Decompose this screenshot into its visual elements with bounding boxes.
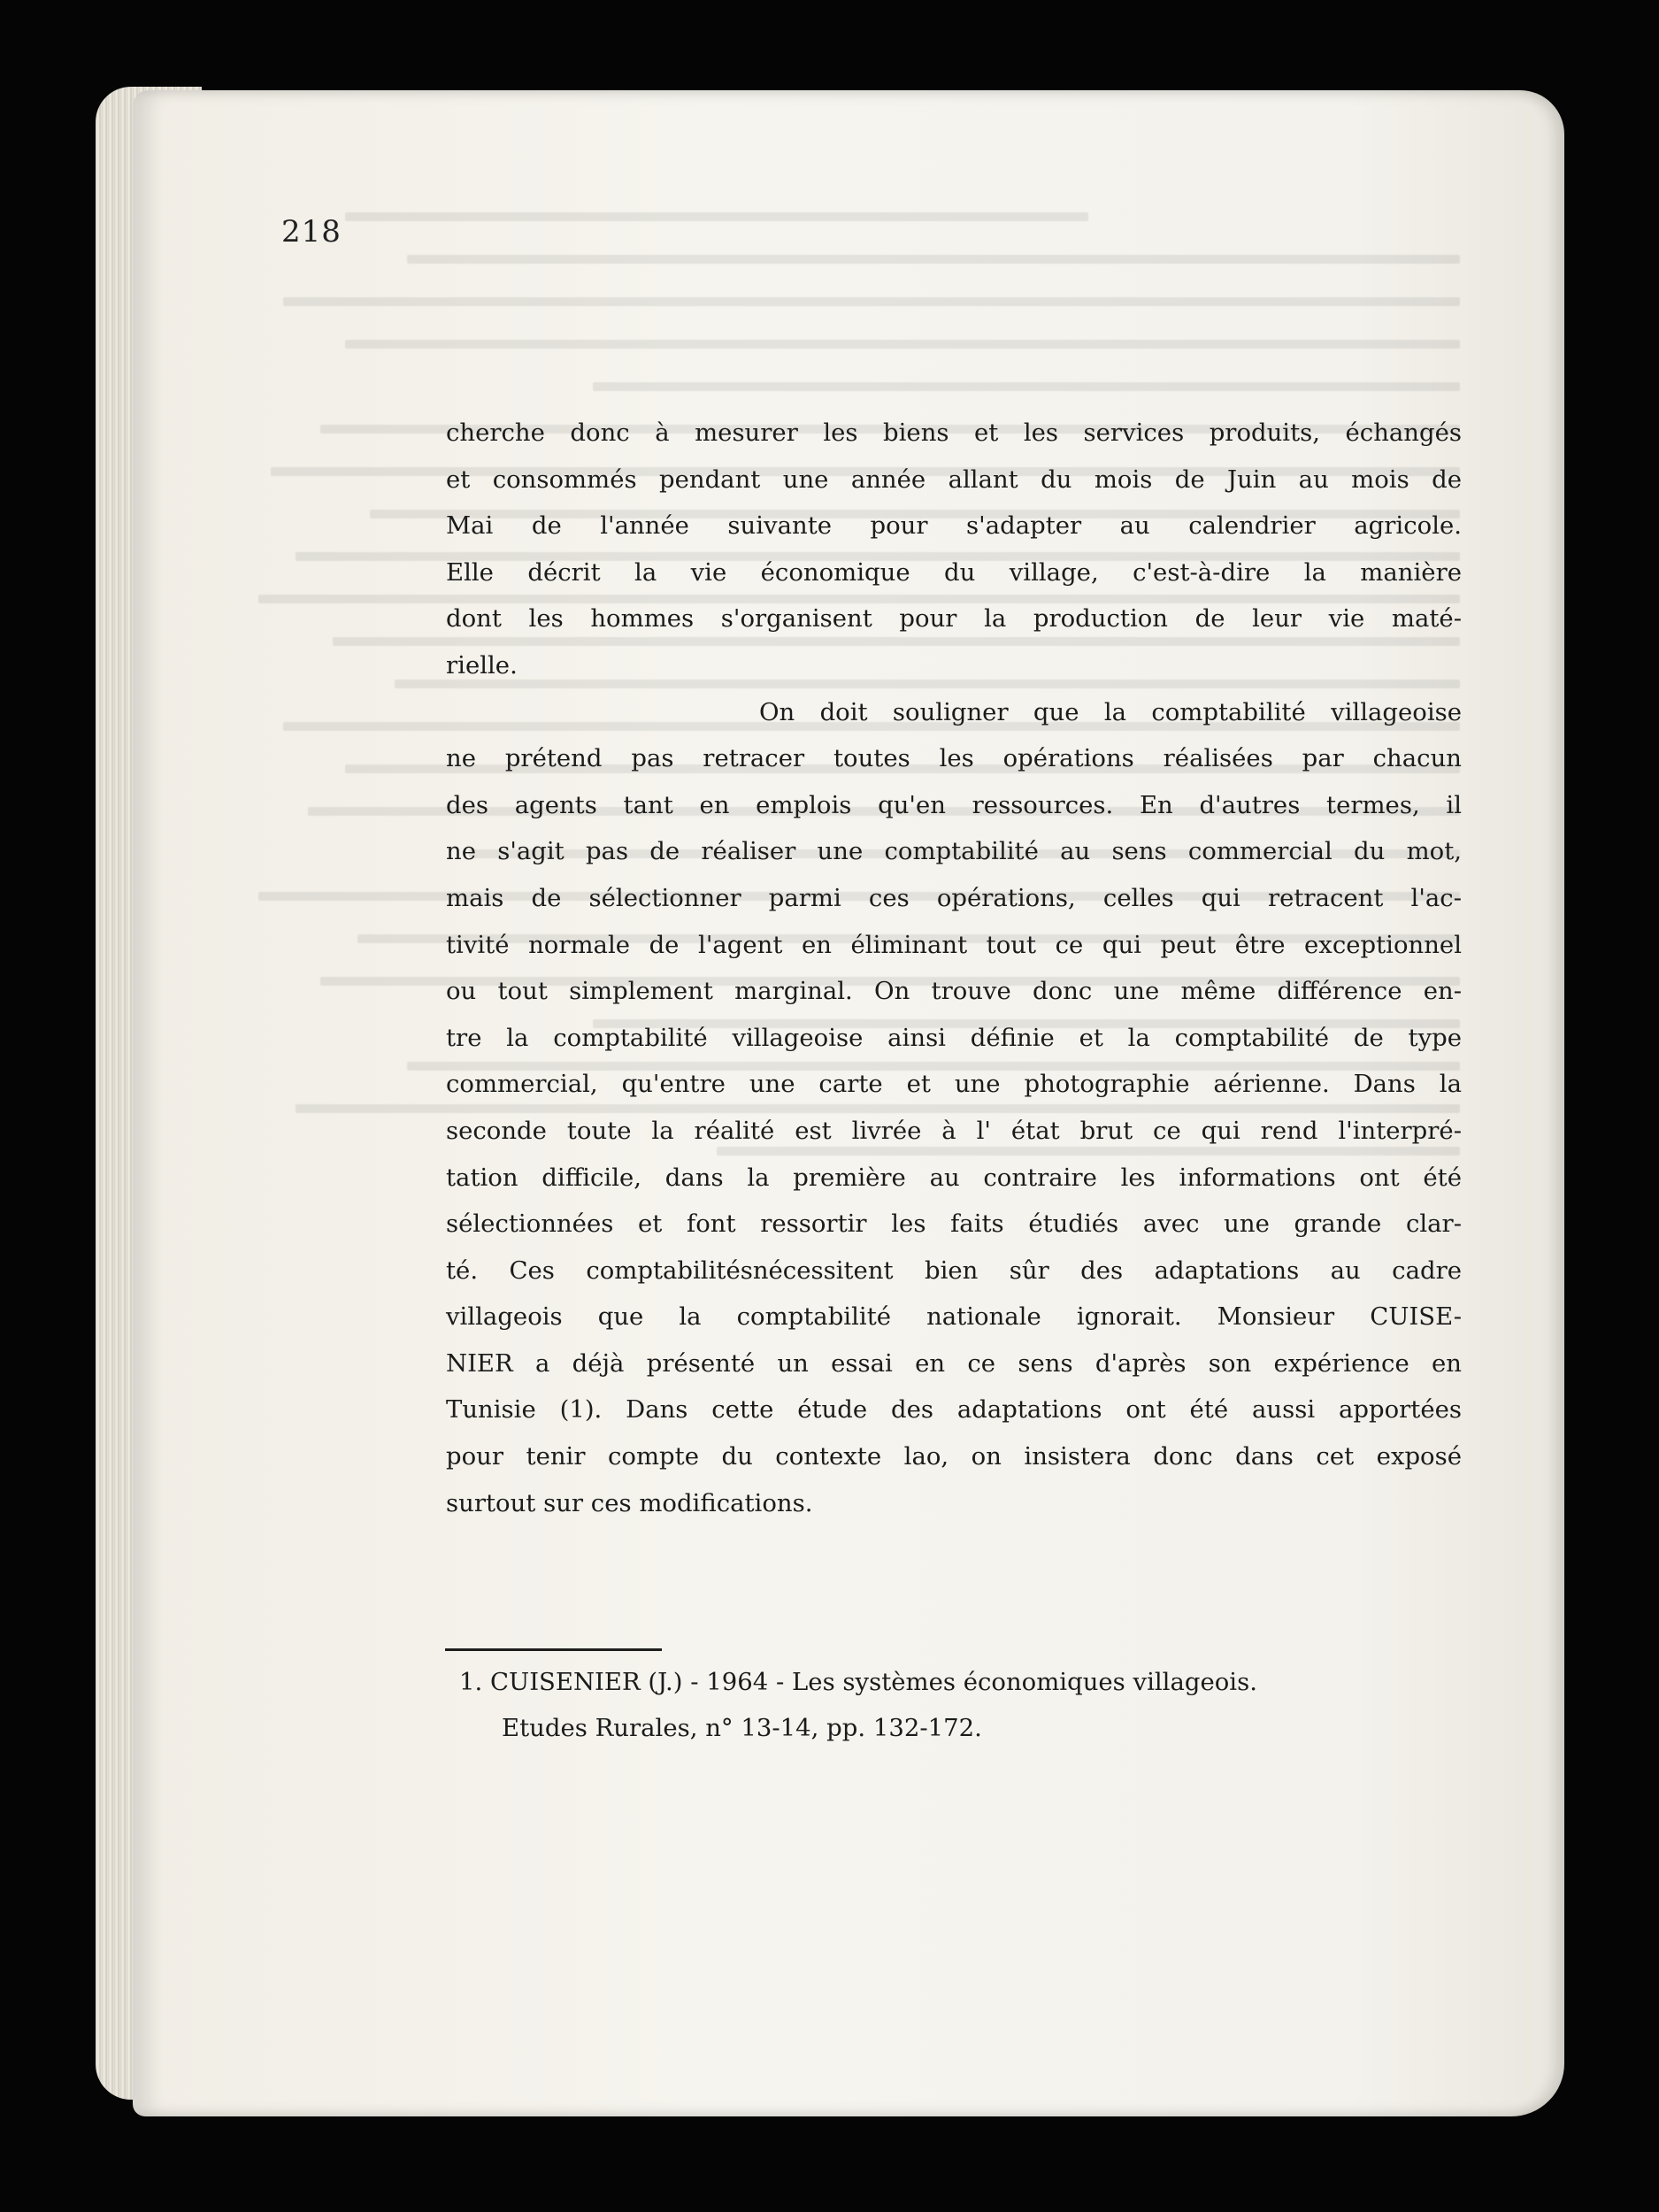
body-text [446,410,1462,1526]
text-line: mais de sélectionner parmi ces opérations, celles qui retracent l'ac- [446,883,1462,912]
text-line: tivité normale de l'agent en éliminant tout ce qui peut être exceptionnel [446,930,1462,959]
text-line: té. Ces comptabilitésnécessitent bien sûr des adaptations au cadre [446,1256,1462,1285]
text-line: seconde toute la réalité est livrée à l' état brut ce qui rend l'interpré- [446,1116,1462,1145]
text-line: sélectionnées et font ressortir les faits étudiés avec une grande clar- [446,1210,1462,1239]
text-line: Tunisie (1). Dans cette étude des adaptations ont été aussi apportées [446,1395,1462,1425]
text-line: tre la comptabilité villageoise ainsi définie et la comptabilité de type [446,1023,1462,1052]
page-number: 218 [281,214,342,250]
text-line: surtout sur ces modifications. [446,1488,813,1517]
footnote-separator-rule [445,1648,662,1651]
text-line: NIER a déjà présenté un essai en ce sens d'après son expérience en [446,1348,1462,1378]
text-line: rielle. [446,650,518,680]
text-line: cherche donc à mesurer les biens et les services produits, échangés [446,419,1462,447]
text-line: ne s'agit pas de réaliser une comptabilité au sens commercial du mot, [446,837,1462,866]
footnote [459,1659,1468,1751]
text-line: tation difficile, dans la première au contraire les informations ont été [446,1163,1462,1192]
text-line: des agents tant en emplois qu'en ressources. En d'autres termes, il [446,790,1462,819]
text-line: villageois que la comptabilité nationale ignorait. Monsieur CUISE- [446,1302,1462,1332]
text-line: commercial, qu'entre une carte et une photographie aérienne. Dans la [446,1070,1462,1099]
text-line: et consommés pendant une année allant du mois de Juin au mois de [446,465,1462,494]
text-line: pour tenir compte du contexte lao, on insistera donc dans cet exposé [446,1442,1462,1471]
footnote-line: 1. CUISENIER (J.) - 1964 - Les systèmes économiques villageois. [459,1668,1257,1696]
text-line: dont les hommes s'organisent pour la production de leur vie maté- [446,604,1462,634]
text-line: Mai de l'année suivante pour s'adapter au calendrier agricole. [446,511,1462,541]
text-line: ne prétend pas retracer toutes les opérations réalisées par chacun [446,744,1462,773]
paragraph-start-line: On doit souligner que la comptabilité villageoise [759,697,1462,726]
text-line: ou tout simplement marginal. On trouve donc une même différence en- [446,977,1462,1006]
footnote-line: Etudes Rurales, n° 13-14, pp. 132-172. [502,1714,982,1742]
text-line: Elle décrit la vie économique du village, c'est-à-dire la manière [446,557,1462,587]
